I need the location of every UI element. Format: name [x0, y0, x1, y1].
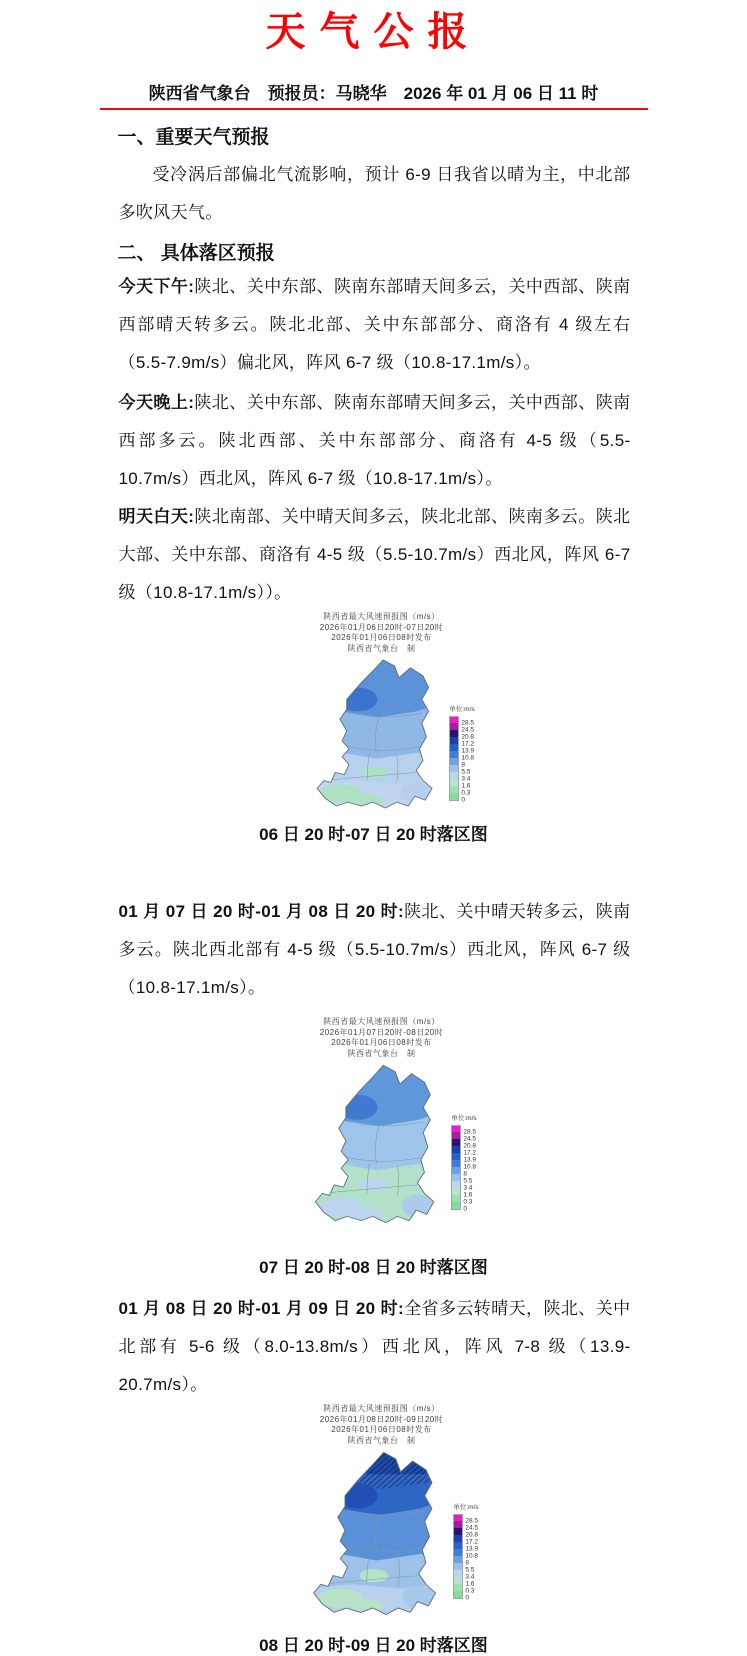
forecast-text: 全省多云转晴天，陕北、关中北部有 5-6 级（8.0-13.8m/s）西北风，阵风 7-8 级（13.9-20.7m/s）。: [118, 1299, 631, 1394]
legend-entry: [449, 716, 475, 727]
wind-map-figure-1: [14, 612, 734, 845]
legend-title: 单位:m/s: [453, 1504, 479, 1511]
map-title-line: 陕西省最大风速预报图（m/s）: [323, 612, 440, 621]
period-forecast-paragraph-1: [119, 893, 631, 1007]
forecast-text: 陕北、关中晴天转多云，陕南多云。陕北西北部有 4-5 级（5.5-10.7m/s）西北风，阵风 6-7 级（10.8-17.1m/s）。: [118, 902, 631, 997]
map-header-block: [22, 612, 742, 654]
map-caption-1: 06 日 20 时-07 日 20 时落区图: [259, 825, 488, 844]
legend-value-label: 20.8: [465, 1531, 479, 1539]
legend-value-label: 28.5: [463, 1128, 477, 1136]
legend-value-label: 8: [465, 1559, 469, 1567]
map-agency-line: 陕西省气象台 制: [347, 643, 416, 653]
map-legend: [451, 1115, 477, 1213]
legend-value-label: 3.4: [465, 1573, 475, 1581]
legend-entry: [451, 1125, 477, 1136]
map-issued-line: 2026年01月06日08时发布: [331, 1425, 432, 1434]
legend-value-label: 24.5: [465, 1524, 479, 1532]
map-period-line: 2026年01月07日20时-08日20时: [319, 1027, 444, 1037]
map-legend: [453, 1504, 479, 1602]
legend-value-label: 5.5: [461, 768, 471, 776]
wind-map-figure-3: [14, 1404, 734, 1656]
legend-value-label: 8: [461, 761, 465, 769]
section-1-heading: 一、重要天气预报: [117, 127, 270, 148]
legend-value-label: 13.9: [465, 1545, 479, 1553]
map-issued-line: 2026年01月06日08时发布: [331, 1038, 432, 1047]
forecast-label: 明天白天:: [118, 507, 195, 526]
province-wind-map-3: [304, 1446, 444, 1621]
map-legend: [449, 706, 475, 804]
map-issued-line: 2026年01月06日08时发布: [331, 633, 432, 642]
legend-value-label: 3.4: [461, 775, 471, 783]
legend-value-label: 0.3: [463, 1198, 473, 1206]
legend-value-label: 1.6: [463, 1191, 473, 1199]
legend-value-label: 1.6: [461, 782, 471, 790]
province-wind-map-1: [308, 654, 440, 814]
legend-value-label: 3.4: [463, 1184, 473, 1192]
map-title-line: 陕西省最大风速预报图（m/s）: [323, 1017, 440, 1026]
province-wind-map-2: [306, 1059, 442, 1229]
map-period-line: 2026年01月06日20时-07日20时: [319, 622, 444, 632]
legend-scale: [451, 1125, 477, 1213]
legend-value-label: 0: [461, 796, 465, 804]
legend-scale: [453, 1514, 479, 1602]
section-1-body: 受冷涡后部偏北气流影响，预计 6-9 日我省以晴为主，中北部多吹风天气。: [118, 165, 631, 222]
legend-color-swatch: [453, 1591, 463, 1599]
forecast-text: 陕北、关中东部、陕南东部晴天间多云，关中西部、陕南西部多云。陕北西部、关中东部部分、商洛有 4-5 级（5.5-10.7m/s）西北风，阵风 6-7 级（10.8-17.1m/s）。: [118, 393, 631, 488]
map-header-block: [22, 1017, 742, 1059]
legend-value-label: 0: [463, 1205, 467, 1213]
forecast-label: 今天下午:: [118, 277, 195, 296]
legend-value-label: 24.5: [463, 1135, 477, 1143]
legend-value-label: 17.2: [465, 1538, 479, 1546]
legend-value-label: 8: [463, 1170, 467, 1178]
legend-entry: [453, 1514, 479, 1525]
period-forecast-paragraph-2: [119, 1290, 631, 1404]
legend-value-label: 17.2: [461, 740, 475, 748]
legend-value-label: 1.6: [465, 1580, 475, 1588]
map-agency-line: 陕西省气象台 制: [347, 1435, 416, 1445]
forecast-paragraph-tomorrow: [119, 498, 631, 612]
legend-value-label: 5.5: [463, 1177, 473, 1185]
legend-value-label: 10.8: [465, 1552, 479, 1560]
legend-value-label: 0: [465, 1594, 469, 1602]
map-caption-3: 08 日 20 时-09 日 20 时落区图: [259, 1636, 488, 1655]
legend-title: 单位:m/s: [451, 1115, 477, 1122]
legend-value-label: 10.8: [463, 1163, 477, 1171]
forecast-label: 01 月 07 日 20 时-01 月 08 日 20 时:: [118, 902, 405, 921]
map-caption-2: 07 日 20 时-08 日 20 时落区图: [259, 1258, 488, 1277]
legend-value-label: 13.9: [461, 747, 475, 755]
legend-value-label: 20.8: [463, 1142, 477, 1150]
legend-color-swatch: [451, 1202, 461, 1210]
map-agency-line: 陕西省气象台 制: [347, 1048, 416, 1058]
legend-scale: [449, 716, 475, 804]
forecast-label: 今天晚上:: [118, 393, 195, 412]
forecast-paragraph-tonight: [119, 384, 631, 498]
legend-value-label: 5.5: [465, 1566, 475, 1574]
legend-color-swatch: [449, 793, 459, 801]
forecast-text: 陕北、关中东部、陕南东部晴天间多云，关中西部、陕南西部晴天转多云。陕北北部、关中东部部分、商洛有 4 级左右（5.5-7.9m/s）偏北风，阵风 6-7 级（10.8-17.1m/s）。: [118, 277, 631, 372]
forecast-label: 01 月 08 日 20 时-01 月 09 日 20 时:: [118, 1299, 405, 1318]
wind-map-figure-2: [14, 1017, 734, 1278]
legend-value-label: 13.9: [463, 1156, 477, 1164]
legend-value-label: 20.8: [461, 733, 475, 741]
legend-value-label: 24.5: [461, 726, 475, 734]
legend-value-label: 28.5: [461, 719, 475, 727]
legend-title: 单位:m/s: [449, 706, 475, 713]
weather-bulletin-page: [14, 0, 734, 1655]
map-header-block: [22, 1404, 742, 1446]
map-period-line: 2026年01月08日20时-09日20时: [319, 1414, 444, 1424]
issuer-line: 陕西省气象台 预报员：马晓华 2026 年 01 月 06 日 11 时: [100, 84, 648, 110]
legend-value-label: 10.8: [461, 754, 475, 762]
legend-value-label: 28.5: [465, 1517, 479, 1525]
forecast-text: 陕北南部、关中晴天间多云，陕北北部、陕南多云。陕北大部、关中东部、商洛有 4-5 级（5.5-10.7m/s）西北风，阵风 6-7 级（10.8-17.1m/s））。: [118, 507, 631, 602]
legend-value-label: 0.3: [465, 1587, 475, 1595]
map-title-line: 陕西省最大风速预报图（m/s）: [323, 1404, 440, 1413]
legend-value-label: 0.3: [461, 789, 471, 797]
bulletin-title: 天气公报: [265, 10, 482, 54]
forecast-paragraph-afternoon: [119, 268, 631, 382]
legend-value-label: 17.2: [463, 1149, 477, 1157]
section-2-heading: 二、 具体落区预报: [117, 243, 275, 264]
